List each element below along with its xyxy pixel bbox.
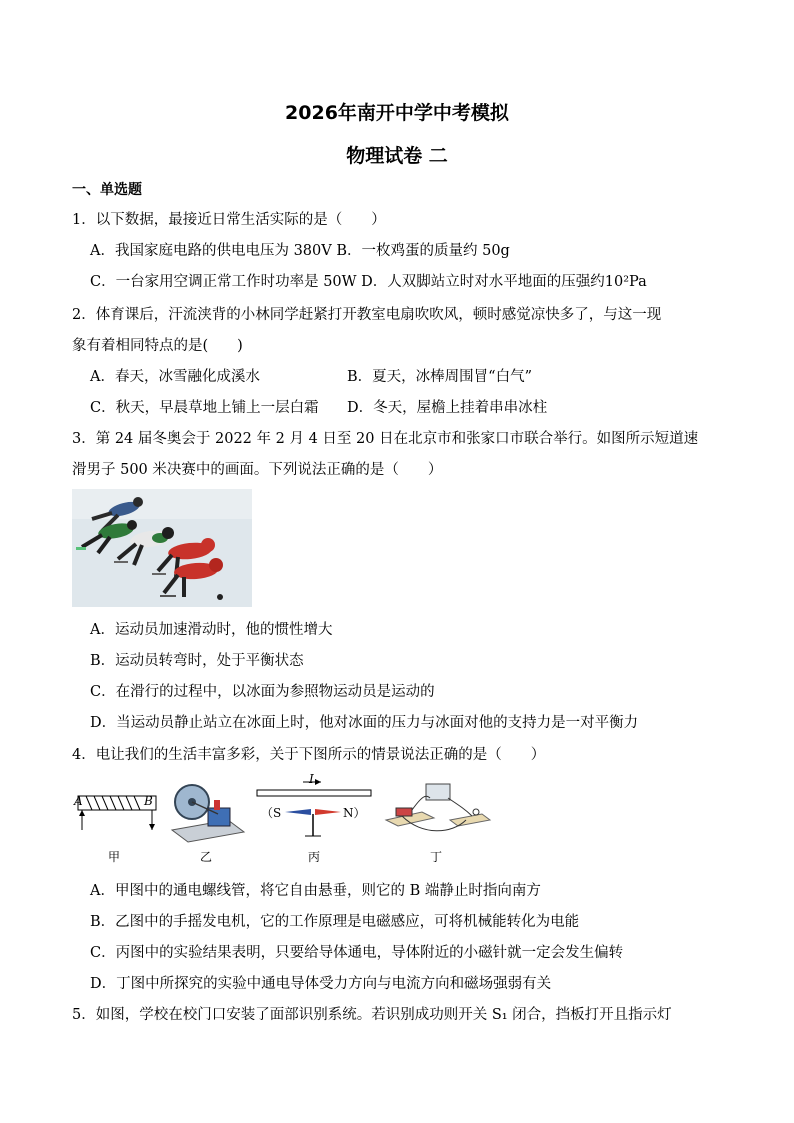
coil-end-a-label: A: [74, 794, 83, 808]
coil-end-b-label: B: [144, 794, 153, 808]
q5-stem-line1: 5．如图，学校在校门口安装了面部识别系统。若识别成功则开关 S₁ 闭合，挡板打开且指示灯: [72, 1007, 672, 1023]
q3-option-b: B．运动员转弯时，处于平衡状态: [90, 653, 304, 669]
circuit-apparatus-figure: [382, 776, 492, 838]
exam-title: 2026年南开中学中考模拟: [285, 102, 509, 124]
q2-option-d: D．冬天，屋檐上挂着串串冰柱: [347, 400, 548, 416]
section-heading: 一、单选题: [72, 182, 142, 198]
solenoid-figure: [72, 790, 162, 840]
q4-option-d: D．丁图中所探究的实验中通电导体受力方向与电流方向和磁场强弱有关: [90, 976, 552, 992]
q1-options-ab: A．我国家庭电路的供电电压为 380V B．一枚鸡蛋的质量约 50g: [90, 243, 510, 259]
q3-option-d: D．当运动员静止站立在冰面上时，他对冰面的压力与冰面对他的支持力是一对平衡力: [90, 715, 639, 731]
q2-stem-line1: 2．体育课后，汗流浃背的小林同学赶紧打开教室电扇吹吹风，顿时感觉凉快多了，与这一现: [72, 307, 662, 323]
q4-option-b: B．乙图中的手摇发电机，它的工作原理是电磁感应，可将机械能转化为电能: [90, 914, 580, 930]
current-label: I: [309, 772, 314, 786]
speed-skating-photo: [72, 489, 252, 607]
oersted-figure: [255, 772, 375, 844]
figure-label-ding: 丁: [430, 850, 443, 864]
q2-option-c: C．秋天，早晨草地上铺上一层白霜: [90, 400, 319, 416]
figure-label-jia: 甲: [108, 850, 121, 864]
q4-option-a: A．甲图中的通电螺线管，将它自由悬垂，则它的 B 端静止时指向南方: [90, 883, 541, 899]
q2-stem-line2: 象有着相同特点的是( ): [72, 338, 243, 354]
exam-subtitle: 物理试卷 二: [346, 145, 448, 167]
q4-option-c: C．丙图中的实验结果表明，只要给导体通电，导体附近的小磁针就一定会发生偏转: [90, 945, 624, 961]
q3-option-c: C．在滑行的过程中，以冰面为参照物运动员是运动的: [90, 684, 435, 700]
q2-option-b: B．夏天，冰棒周围冒“白气”: [347, 369, 532, 385]
q3-stem-line2: 滑男子 500 米决赛中的画面。下列说法正确的是（ ）: [72, 462, 443, 478]
q1-options-cd: C．一台家用空调正常工作时功率是 50W D．人双脚站立时对水平地面的压强约10²Pa: [90, 274, 647, 290]
compass-s-label: （S: [261, 806, 282, 820]
q3-option-a: A．运动员加速滑动时，他的惯性增大: [90, 622, 333, 638]
figure-label-yi: 乙: [200, 850, 213, 864]
hand-generator-figure: [168, 780, 248, 846]
compass-n-label: N）: [343, 806, 366, 820]
q1-stem: 1．以下数据，最接近日常生活实际的是（ ）: [72, 212, 386, 228]
q4-stem: 4．电让我们的生活丰富多彩，关于下图所示的情景说法正确的是（ ）: [72, 747, 546, 763]
q2-option-a: A．春天，冰雪融化成溪水: [90, 369, 260, 385]
figure-label-bing: 丙: [308, 850, 321, 864]
q3-stem-line1: 3．第 24 届冬奥会于 2022 年 2 月 4 日至 20 日在北京市和张家口市联合举行。如图所示短道速: [72, 431, 699, 447]
